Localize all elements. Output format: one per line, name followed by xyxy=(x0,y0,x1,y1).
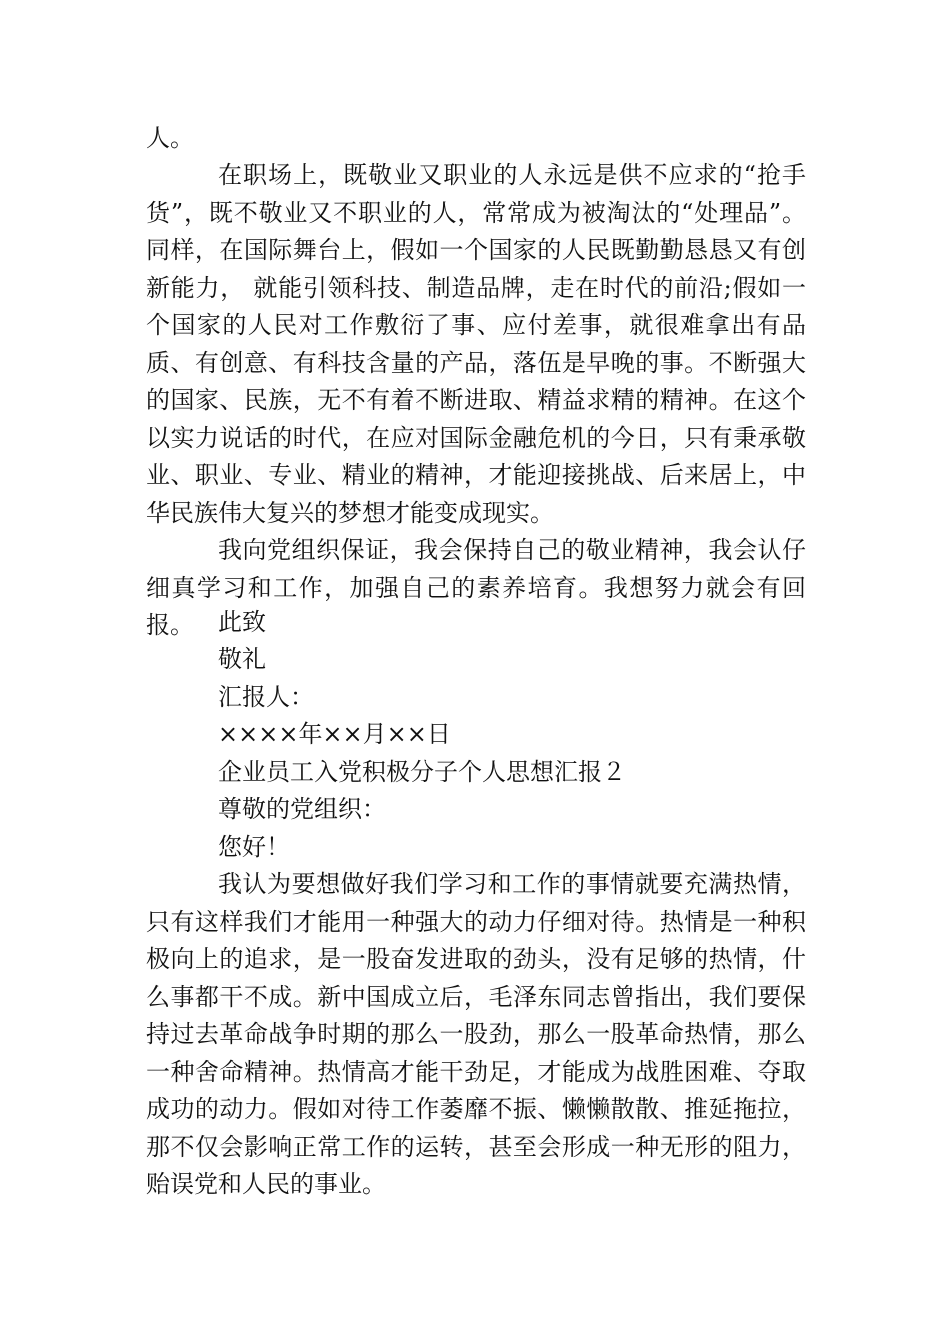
paragraph-text: 我认为要想做好我们学习和工作的事情就要充满热情，只有这样我们才能用一种强大的动力仔细对待。热情是一种积极向上的追求，是一股奋发进取的劲头，没有足够的热情，什么事都干不成。新中国成立后，毛泽东同志曾指出，我们要保持过去革命战争时期的那么一股劲，那么一股革命热情，那么一种舍命精神。热情高才能干劲足，才能成为战胜困难、夺取成功的动力。假如对待工作萎靡不振、懒懒散散、推延拖拉，那不仅会影响正常工作的运转，甚至会形成一种无形的阻力，贻误党和人民的事业。 xyxy=(146,870,806,1198)
paragraph-text: 在职场上，既敬业又职业的人永远是供不应求的“抢手货”，既不敬业又不职业的人，常常成为被淘汰的“处理品”。同样，在国际舞台上，假如一个国家的人民既勤勤恳恳又有创新能力， 就能引领科技、制造品牌，走在时代的前沿;假如一个国家的人民对工作敷衍了事、应付差事，就很难拿出有品质、有创意、有科技含量的产品，落伍是早晚的事。不断强大的国家、民族，无不有着不断进取、精益求精的精神。在这个以实力说话的时代，在应对国际金融危机的今日，只有秉承敬业、职业、专业、精业的精神，才能迎接挑战、后来居上，中华民族伟大复兴的梦想才能变成现实。 xyxy=(146,161,806,527)
closing-line-1: 此致 xyxy=(218,608,266,636)
paragraph-workplace xyxy=(146,157,806,532)
salutation: 尊敬的党组织： xyxy=(218,795,386,823)
greeting: 您好！ xyxy=(218,833,290,861)
date-line: ××××年××月××日 xyxy=(218,720,451,748)
reporter-label: 汇报人： xyxy=(218,683,314,711)
section-title: 企业员工入党积极分子个人思想汇报２ xyxy=(218,758,626,786)
closing-line-2: 敬礼 xyxy=(218,645,266,673)
paragraph-enthusiasm xyxy=(146,866,806,1204)
paragraph-text: 我向党组织保证，我会保持自己的敬业精神，我会认仔细真学习和工作，加强自己的素养培育。我想努力就会有回报。 xyxy=(146,536,806,639)
paragraph-tail: 人。 xyxy=(146,124,194,152)
